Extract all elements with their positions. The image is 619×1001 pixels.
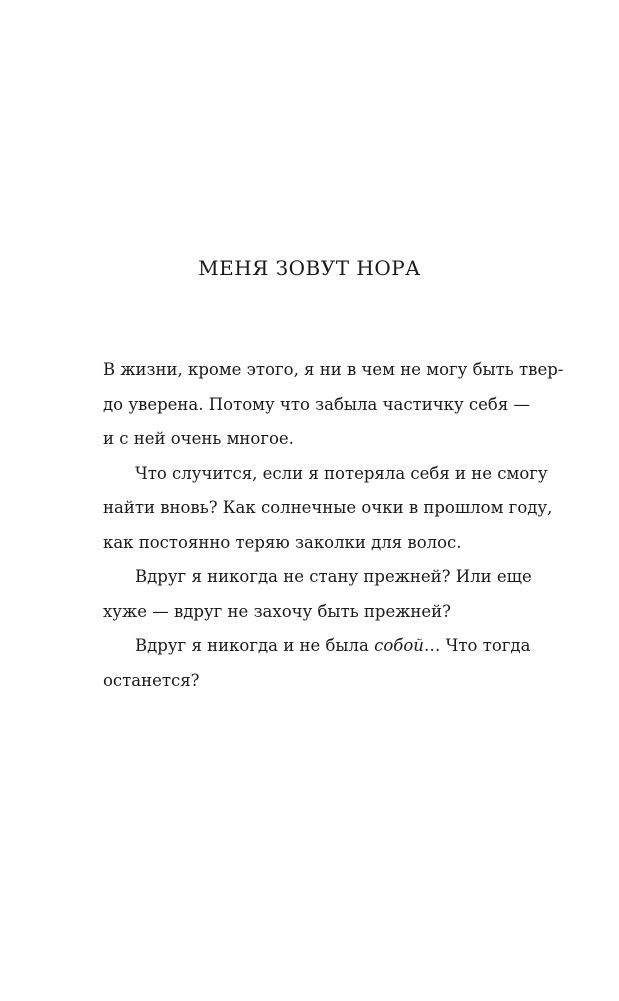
body-text (103, 353, 564, 698)
text-line: до уверена. Потому что забыла частичку себя — (103, 394, 530, 414)
text-line-with-italic (103, 629, 531, 664)
text-line: найти вновь? Как солнечные очки в прошлом году, (103, 498, 553, 517)
italic-word: собой (374, 636, 424, 655)
text-line: Вдруг я никогда не стану прежней? Или еще (135, 567, 532, 586)
text-line: и с ней очень многое. (103, 429, 294, 448)
text-line: хуже — вдруг не захочу быть прежней? (103, 601, 452, 621)
text-fragment: … Что тогда (423, 636, 531, 655)
chapter-title: МЕНЯ ЗОВУТ НОРА (198, 256, 421, 280)
text-fragment: Вдруг я никогда и не была (135, 636, 375, 655)
text-line: останется? (103, 670, 200, 690)
text-line: как постоянно теряю заколки для волос. (103, 532, 462, 552)
text-line: В жизни, кроме этого, я ни в чем не могу быть твер- (103, 360, 564, 379)
text-line: Что случится, если я потеряла себя и не смогу (135, 463, 548, 483)
